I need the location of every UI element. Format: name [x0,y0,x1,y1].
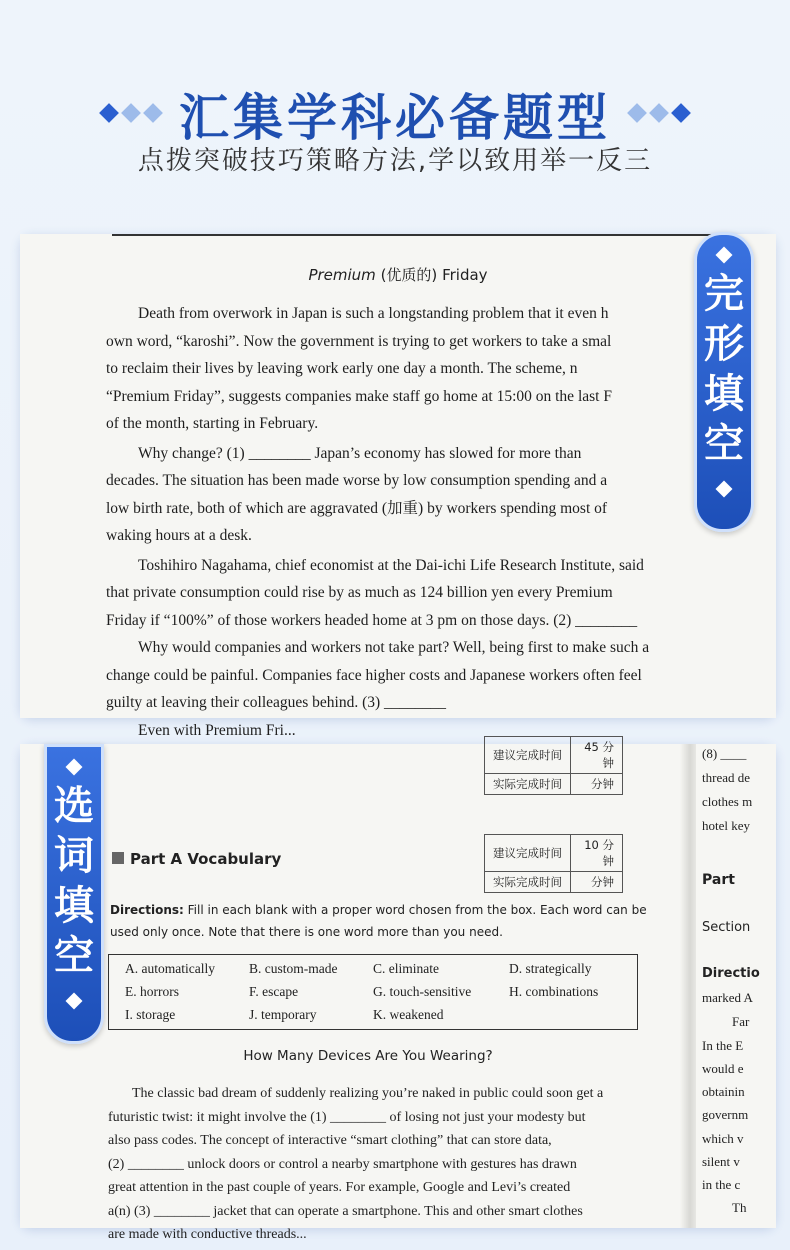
passage-title-en: Premium [308,266,376,284]
section-title: Part A Vocabulary [130,850,282,868]
right-line: governm [702,1107,749,1122]
page-rule [112,234,712,236]
passage-line: are made with conductive threads... [108,1227,307,1242]
time-label: 建议完成时间 [485,835,571,872]
passage-title: How Many Devices Are You Wearing? [243,1048,493,1064]
square-bullet-icon [112,852,124,864]
word-option: I. storage [125,1007,176,1022]
word-option: E. horrors [125,984,179,999]
time-value: 45 分钟 [571,737,623,774]
time-label: 实际完成时间 [485,774,571,795]
directions-label: Directions: [110,903,184,917]
passage-line: (2) ________ unlock doors or control a nearby smartphone with gestures has drawn [108,1156,577,1172]
word-option: K. weakened [373,1007,444,1022]
passage-line: change could be painful. Companies face higher costs and Japanese workers often feel [106,666,642,684]
passage-line: a(n) (3) ________ jacket that can operate a smartphone. This and other smart clothes [108,1203,583,1219]
passage-line: Even with Premium Fri... [138,721,296,739]
section-heading [112,850,281,868]
passage-line: “Premium Friday”, suggests companies make staff go home at 15:00 on the last F [106,387,612,405]
diamond-icon [66,993,83,1010]
word-option: D. strategically [509,961,592,976]
right-line: silent v [702,1154,740,1169]
right-line: thread de [702,770,751,785]
book-page-right [696,744,776,1228]
passage-line: The classic bad dream of suddenly realizing you’re naked in public could soon get a [132,1086,604,1101]
right-line: (8) ____ [702,746,747,761]
tab-char: 完 [704,271,744,317]
right-line: Part [702,872,735,888]
passage-title [20,264,776,285]
time-value: 10 分钟 [571,835,623,872]
tab-char: 空 [704,421,744,467]
tab-char: 选 [54,783,94,829]
word-option: A. automatically [125,961,215,976]
passage-line: also pass codes. The concept of interactive “smart clothing” that can store data, [108,1133,552,1148]
word-box [108,954,638,1030]
passage-line: guilty at leaving their colleagues behind. (3) ________ [106,694,447,711]
passage-line: decades. The situation has been made worse by low consumption spending and a [106,472,608,489]
passage-line: that private consumption could rise by as much as 124 billion yen every Premium [106,584,613,601]
time-table-part [484,834,623,893]
directions-text: Fill in each blank with a proper word chosen from the box. Each word can be [183,903,647,917]
passage-line: futuristic twist: it might involve the (1) ________ of losing not just your modesty but [108,1109,586,1125]
right-line: Directio [702,966,760,981]
passage-line: Death from overwork in Japan is such a longstanding problem that it even h [138,305,609,322]
word-option: J. temporary [249,1007,317,1022]
passage-line: Why change? (1) ________ Japan’s economy has slowed for more than [138,444,582,462]
passage-line: low birth rate, both of which are aggravated (加重) by workers spending most of [106,499,608,517]
right-line: Far [732,1014,750,1029]
diamond-icon [716,481,733,498]
book-page [20,234,776,739]
passage-line: of the month, starting in February. [106,415,319,432]
passage-paragraph [106,300,746,744]
book-page-left [20,740,692,1242]
right-line: would e [702,1061,744,1076]
directions-text: used only once. Note that there is one word more than you need. [110,925,503,939]
cloze-sample-card [20,234,776,739]
word-option: F. escape [249,984,299,999]
word-selection-category-tab [44,744,104,1044]
passage-title-cn: (优质的) [380,266,438,284]
diamond-decoration-right-icon [626,105,692,124]
time-label: 建议完成时间 [485,737,571,774]
word-option: B. custom-made [249,961,338,976]
tab-char: 填 [704,371,744,417]
passage-line: Toshihiro Nagahama, chief economist at the Dai-ichi Life Research Institute, said [138,556,644,574]
right-line: in the c [702,1177,741,1192]
time-label: 实际完成时间 [485,872,571,893]
passage-title-end: Friday [442,266,488,284]
passage-line: great attention in the past couple of years. For example, Google and Levi’s created [108,1180,571,1195]
word-option: H. combinations [509,984,599,999]
passage-line: own word, “karoshi”. Now the government is trying to get workers to take a smal [106,332,612,350]
diamond-icon [716,247,733,264]
right-line: clothes m [702,794,753,809]
right-line: obtainin [702,1084,745,1099]
tab-char: 词 [54,833,94,879]
cloze-category-tab [694,232,754,532]
word-option: C. eliminate [373,961,439,976]
time-value: 分钟 [571,774,623,795]
passage-line: Why would companies and workers not take part? Well, being first to make such a [138,639,650,656]
passage-paragraph [108,1082,648,1247]
right-line: hotel key [702,818,751,833]
time-value: 分钟 [571,872,623,893]
right-line: marked A [702,990,753,1005]
passage-line: Friday if “100%” of those workers headed home at 3 pm on those days. (2) ________ [106,611,638,629]
passage-line: to reclaim their lives by leaving work early one day a month. The scheme, n [106,360,578,377]
passage-line: waking hours at a desk. [106,527,252,544]
page-title: 汇集学科必备题型 [179,89,611,147]
diamond-decoration-left-icon [98,105,164,124]
diamond-icon [66,759,83,776]
right-line: Section [702,920,751,935]
right-line: In the E [702,1038,744,1053]
right-line: which v [702,1131,744,1146]
word-option: G. touch-sensitive [373,984,472,999]
tab-char: 空 [54,933,94,979]
tab-char: 填 [54,883,94,929]
tab-char: 形 [704,321,744,367]
page-subtitle: 点拨突破技巧策略方法,学以致用举一反三 [137,146,653,176]
time-table-top [484,736,623,795]
right-line: Th [732,1200,747,1215]
header [0,0,790,220]
directions [110,899,650,943]
word-selection-sample-card [20,740,776,1242]
